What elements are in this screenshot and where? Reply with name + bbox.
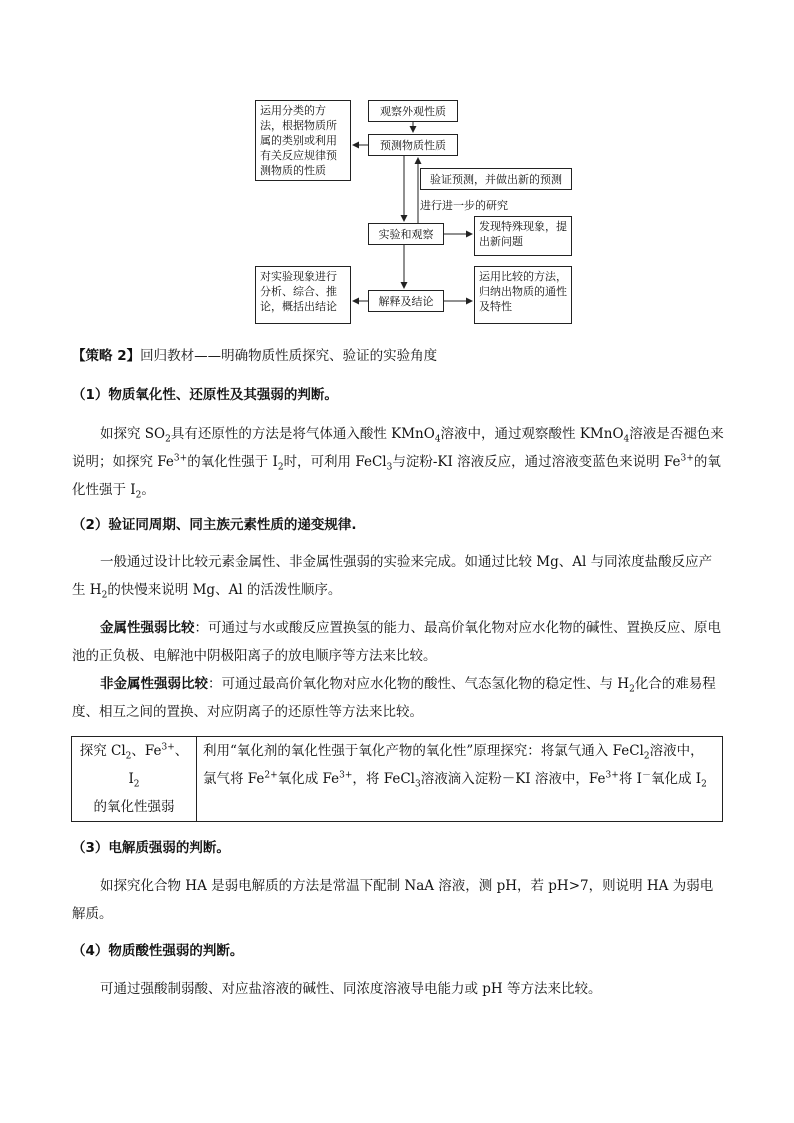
discover-text: 发现特殊现象，提出新问题	[479, 220, 567, 248]
table-cell-method: 利用“氧化剂的氧化性强于氧化产物的氧化性”原理探究：将氯气通入 FeCl$_2$溶液中，氯气将 $Fe^{2+}$氧化成 $Fe^{3+}$，将 FeCl$_3$溶液滴入淀粉－KI 溶液中，$Fe^{3+}$将 I－氧化成 $I_2$	[197, 737, 723, 822]
section-3-paragraph: 如探究化合物 HA 是弱电解质的方法是常温下配制 NaA 溶液，测 pH，若 pH>7，则说明 HA 为弱电解质。	[72, 878, 714, 922]
section-4-paragraph: 可通过强酸制弱酸、对应盐溶液的碱性、同浓度溶液导电能力或 pH 等方法来比较。	[100, 981, 602, 997]
experiment-text: 实验和观察	[378, 227, 434, 241]
section-3-heading: （3）电解质强弱的判断。	[72, 840, 230, 856]
oxidation-table	[71, 736, 723, 822]
table-cell-topic: 探究 $Cl_2$、$Fe^{3+}$、$I_2$ 的氧化性强弱	[72, 737, 197, 822]
observe-text: 观察外观性质	[380, 104, 446, 118]
strategy-heading	[72, 346, 437, 366]
flow-arrows	[0, 0, 794, 340]
section-1-heading: （1）物质氧化性、还原性及其强弱的判断。	[72, 387, 338, 403]
classify-method-text: 运用分类的方法，根据物质所属的类别或利用有关反应规律预测物质的性质	[260, 104, 337, 177]
section-2-heading: （2）验证同周期、同主族元素性质的递变规律.	[72, 517, 357, 533]
section-2-intro: 一般通过设计比较元素金属性、非金属性强弱的实验来完成。如通过比较 Mg、Al 与同浓度盐酸反应产生 $H_2$的快慢来说明 Mg、Al 的活泼性顺序。	[72, 554, 713, 601]
section-1-paragraph: 如探究 $SO_2$具有还原性的方法是将气体通入酸性 KMnO$_4$溶液中，通过观察酸性 KMnO$_4$溶液是否褪色来说明；如探究 $Fe^{3+}$的氧化性强于 $I_2$时，可利用 FeCl$_3$与淀粉-KI 溶液反应，通过溶液变蓝色来说明 $Fe^{3+}$的氧化性强于 $I_2$。	[72, 426, 724, 501]
strategy-title: 回归教材——明确物质性质探究、验证的实验角度	[140, 348, 438, 364]
further-research-label: 进行进一步的研究	[420, 199, 508, 212]
compare-method-text: 运用比较的方法，归纳出物质的通性及特性	[479, 270, 567, 313]
table-row	[72, 737, 723, 822]
nonmetal-comparison-paragraph: 非金属性强弱比较：可通过最高价氧化物对应水化物的酸性、气态氢化物的稳定性、与 $H_2$化合的难易程度、相互之间的置换、对应阴离子的还原性等方法来比较。	[72, 676, 716, 720]
metal-comparison-paragraph: 金属性强弱比较：可通过与水或酸反应置换氢的能力、最高价氧化物对应水化物的碱性、置换反应、原电池的正负极、电解池中阴极阳离子的放电顺序等方法来比较。	[72, 620, 721, 664]
section-4-heading: （4）物质酸性强弱的判断。	[72, 943, 244, 959]
explain-text: 解释及结论	[378, 294, 434, 308]
nonmetal-label: 非金属性强弱比较	[100, 676, 208, 692]
analysis-text: 对实验现象进行分析、综合、推论，概括出结论	[260, 270, 337, 313]
strategy-prefix: 【策略 2】	[72, 348, 141, 364]
verify-text: 验证预测，并做出新的预测	[430, 172, 562, 186]
predict-text: 预测物质性质	[380, 138, 446, 152]
metal-label: 金属性强弱比较	[100, 620, 195, 636]
